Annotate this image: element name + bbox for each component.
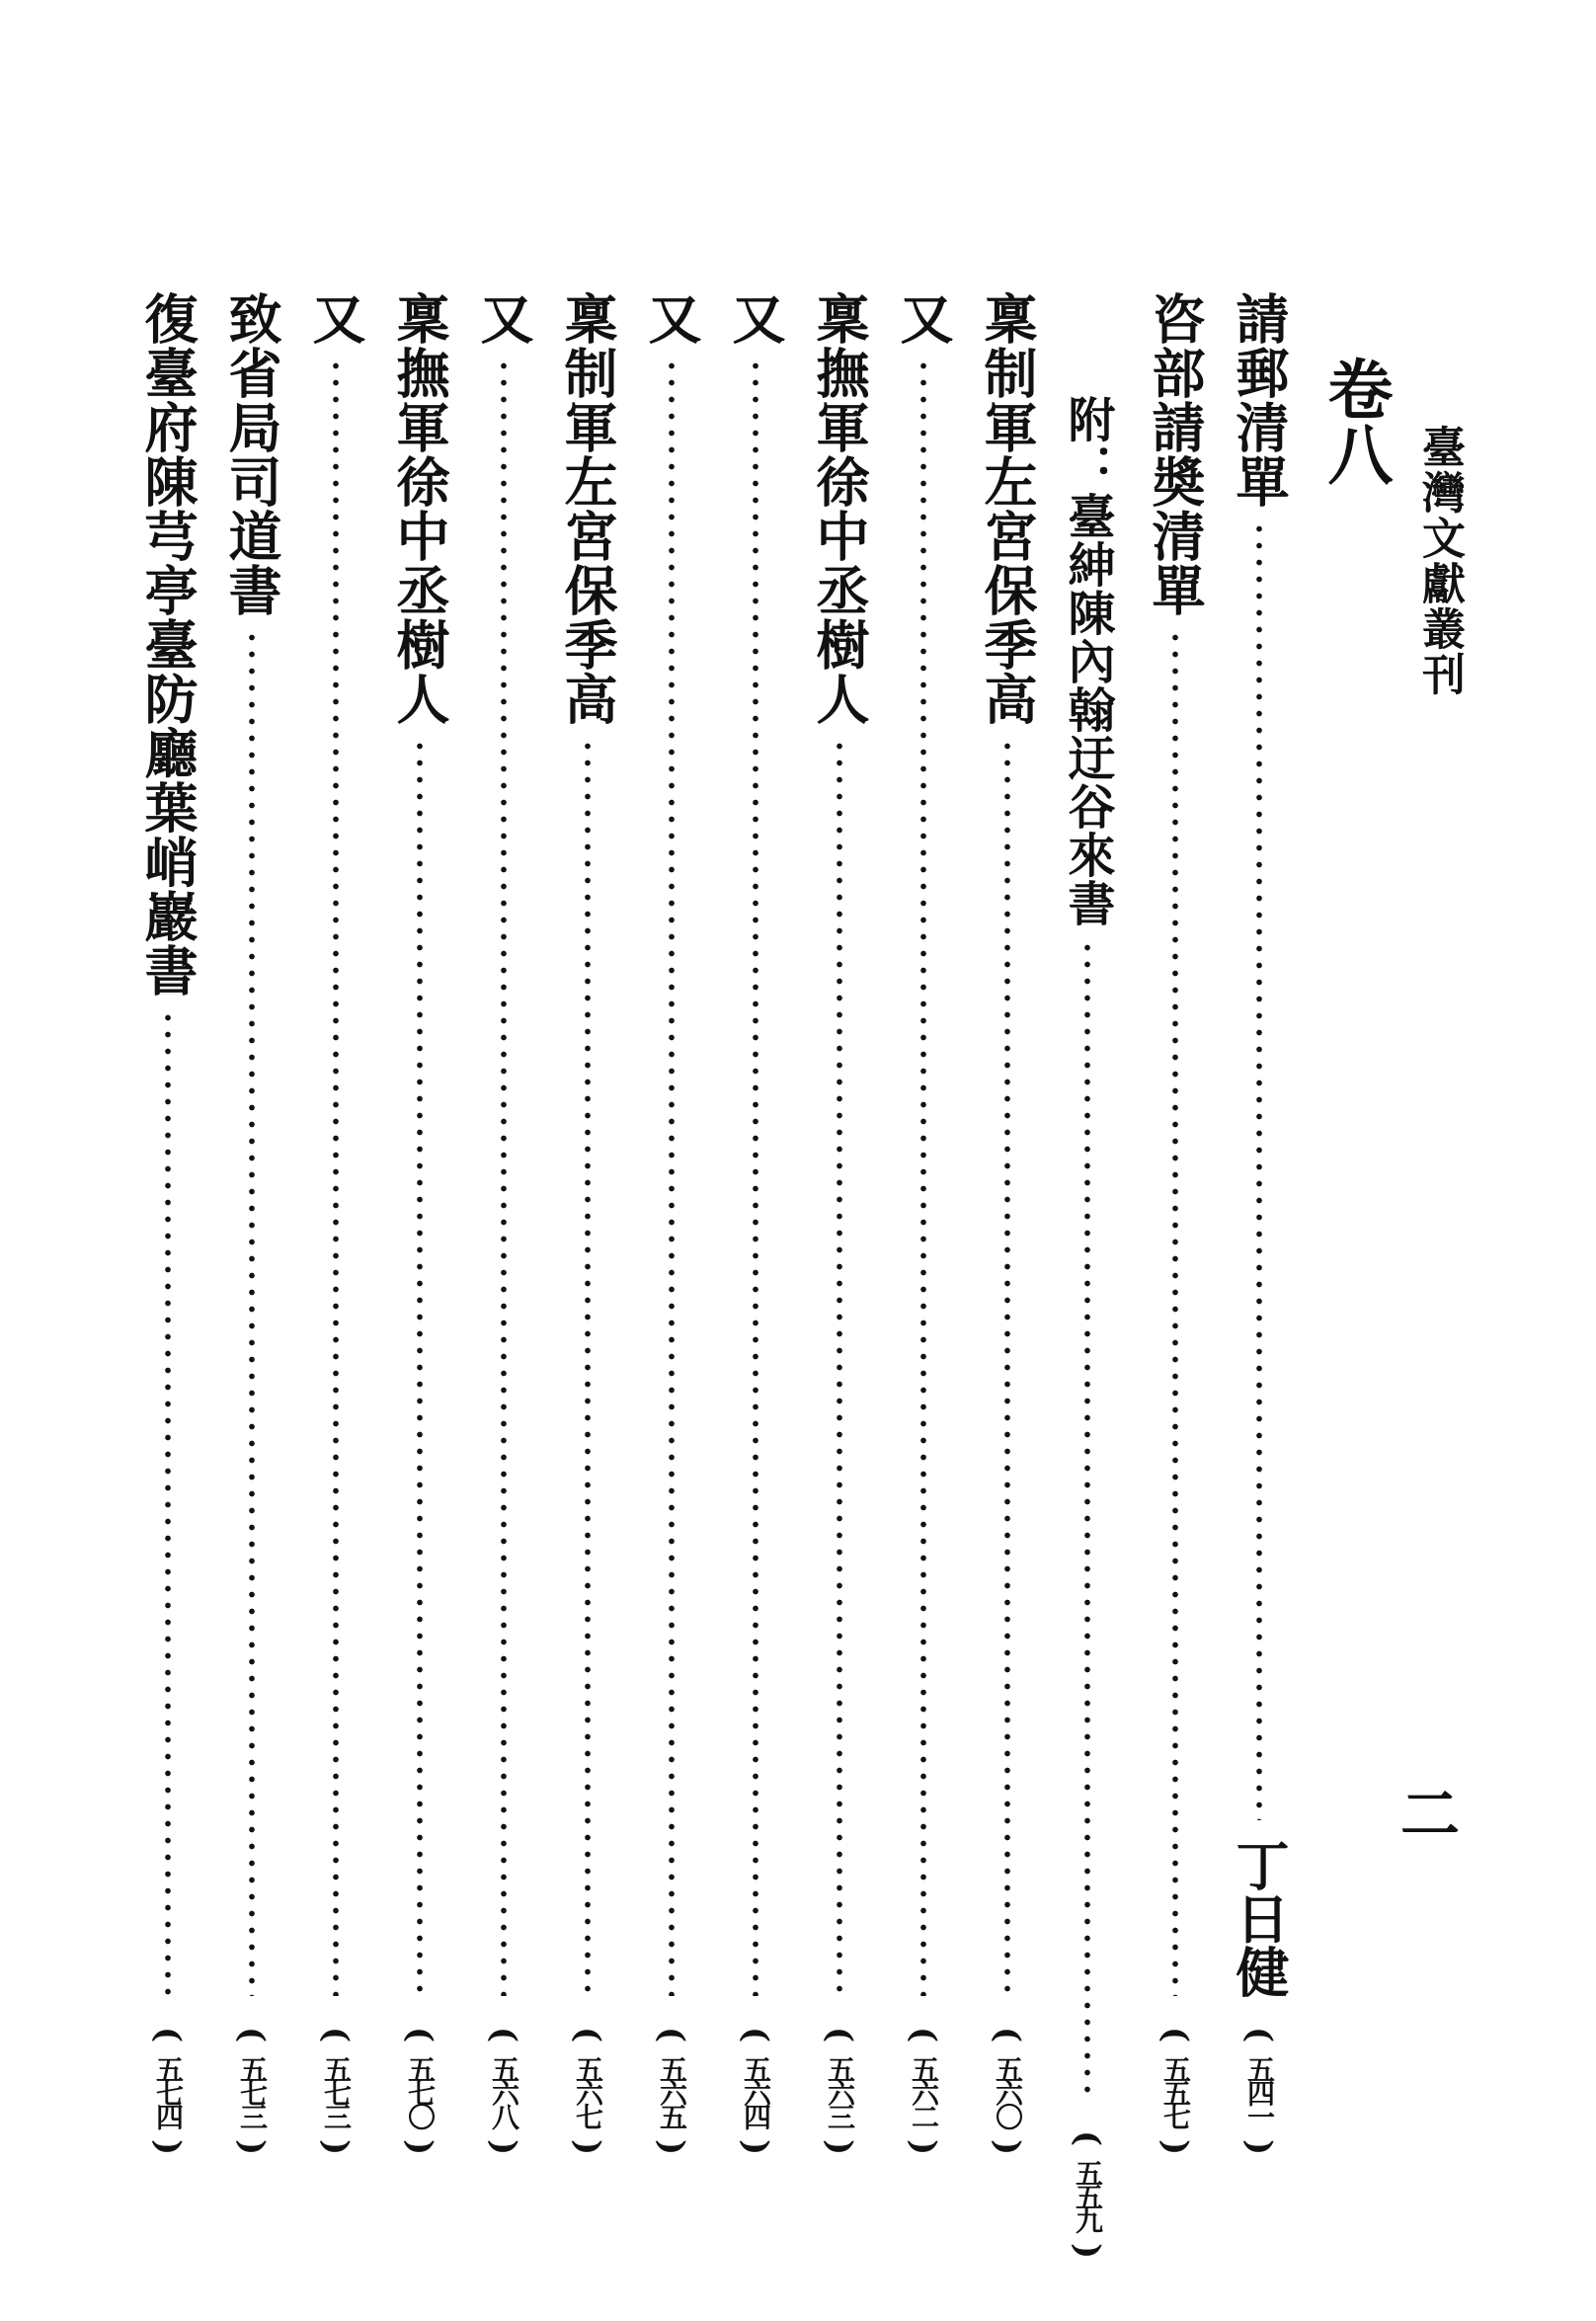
volume-title: 卷八	[1317, 356, 1394, 486]
dot-leader	[669, 358, 675, 1996]
page-number: 二	[1400, 1781, 1460, 1850]
entry-title: 咨部請奬清單	[1144, 291, 1207, 617]
toc-entry	[805, 291, 874, 2168]
entry-title: 復臺府陳芎亭臺防廳葉峭巖書	[136, 291, 200, 998]
entry-title: 又	[892, 291, 955, 346]
toc-entry	[1141, 291, 1210, 2168]
entry-title: 請郵清單	[1228, 291, 1291, 509]
page-reference: ( 五七〇 )	[400, 2026, 439, 2156]
toc-entry	[469, 291, 538, 2168]
dot-leader	[1084, 939, 1090, 2100]
page-reference: ( 五六五 )	[652, 2026, 691, 2156]
page-reference: ( 五七三 )	[232, 2026, 272, 2156]
dot-leader	[417, 738, 423, 1996]
entry-title: 稟撫軍徐中丞樹人	[388, 291, 451, 726]
toc-entry	[889, 291, 958, 2168]
toc-entry	[553, 291, 622, 2168]
page-reference: ( 五七三 )	[316, 2026, 356, 2156]
toc-entry	[133, 291, 202, 2168]
dot-leader	[1004, 738, 1010, 1996]
dot-leader	[837, 738, 842, 1996]
series-title: 臺灣文獻叢刊	[1414, 425, 1465, 697]
entry-title: 稟撫軍徐中丞樹人	[808, 291, 871, 726]
page-reference: ( 五六八 )	[484, 2026, 523, 2156]
toc-entry	[973, 291, 1042, 2168]
dot-leader	[585, 738, 591, 1996]
entry-title: 又	[640, 291, 703, 346]
page-reference: ( 五四一 )	[1239, 2026, 1279, 2156]
dot-leader	[501, 358, 507, 1996]
dot-leader	[249, 629, 255, 1996]
dot-leader	[1256, 520, 1262, 1820]
entry-title: 稟制軍左宮保季高	[976, 291, 1039, 726]
entry-title: 又	[304, 291, 367, 346]
page-reference: ( 五五七 )	[1156, 2026, 1195, 2156]
entry-author: 丁日健	[1228, 1838, 1291, 1998]
toc-entry	[637, 291, 706, 2168]
page-reference: ( 五七四 )	[148, 2026, 188, 2156]
toc-entry	[217, 291, 286, 2168]
dot-leader	[165, 1009, 171, 1996]
entry-title: 附：臺紳陳內翰迂谷來書	[1060, 395, 1115, 927]
toc-entry	[1225, 291, 1294, 2168]
entry-title: 稟制軍左宮保季高	[556, 291, 619, 726]
dot-leader	[753, 358, 758, 1996]
toc-entry	[721, 291, 790, 2168]
dot-leader	[333, 358, 339, 1996]
dot-leader	[1172, 629, 1178, 1996]
page-reference: ( 五五九 )	[1068, 2129, 1107, 2260]
page-reference: ( 五六二 )	[904, 2026, 943, 2156]
toc-entry	[385, 291, 454, 2168]
page-reference: ( 五六三 )	[820, 2026, 859, 2156]
entry-title: 又	[472, 291, 535, 346]
entry-title: 又	[724, 291, 787, 346]
page-reference: ( 五六七 )	[568, 2026, 607, 2156]
page-reference: ( 五六四 )	[736, 2026, 775, 2156]
dot-leader	[920, 358, 926, 1996]
entry-title: 致省局司道書	[220, 291, 283, 617]
toc-entry	[301, 291, 370, 2168]
toc-entry	[1057, 395, 1118, 2272]
page-reference: ( 五六〇 )	[988, 2026, 1027, 2156]
